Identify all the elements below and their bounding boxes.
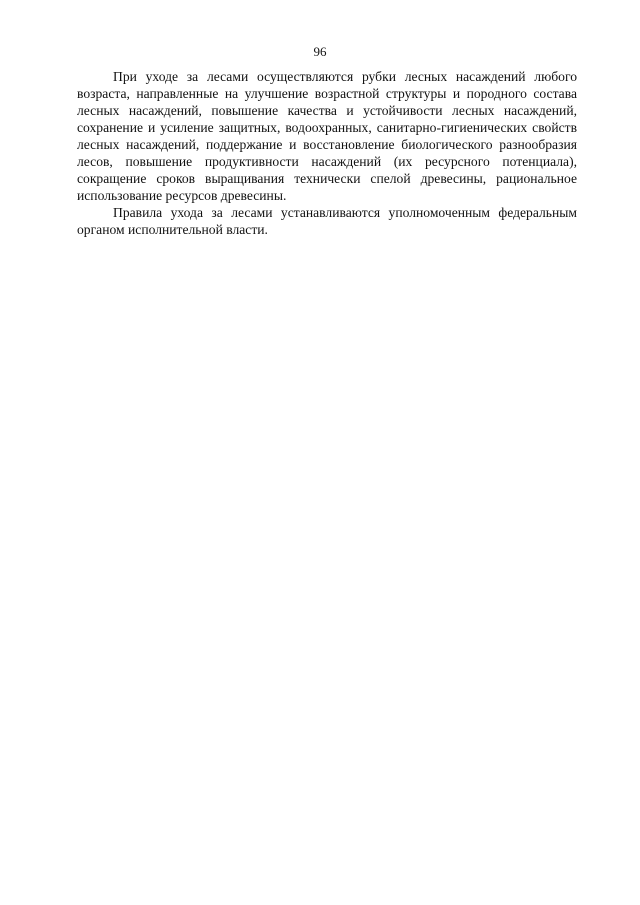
document-body [77, 68, 577, 238]
paragraph-forest-care-felling: При уходе за лесами осуществляются рубки лесных насаждений любого возраста, направленные на улучшение возрастной структуры и породного состава лесных насаждений, повышение качества и устойчивости лесных насаждений, сохранение и усиление защитных, водоохранных, санитарно-гигиенических свойств лесных насаждений, поддержание и восстановление биологического разнообразия лесов, повышение продуктивности насаждений (их ресурсного потенциала), сокращение сроков выращивания технически спелой древесины, рациональное использование ресурсов древесины. [77, 69, 577, 203]
paragraph-forest-care-rules: Правила ухода за лесами устанавливаются уполномоченным федеральным органом исполнительной власти. [77, 205, 577, 237]
page-number: 96 [313, 44, 327, 59]
